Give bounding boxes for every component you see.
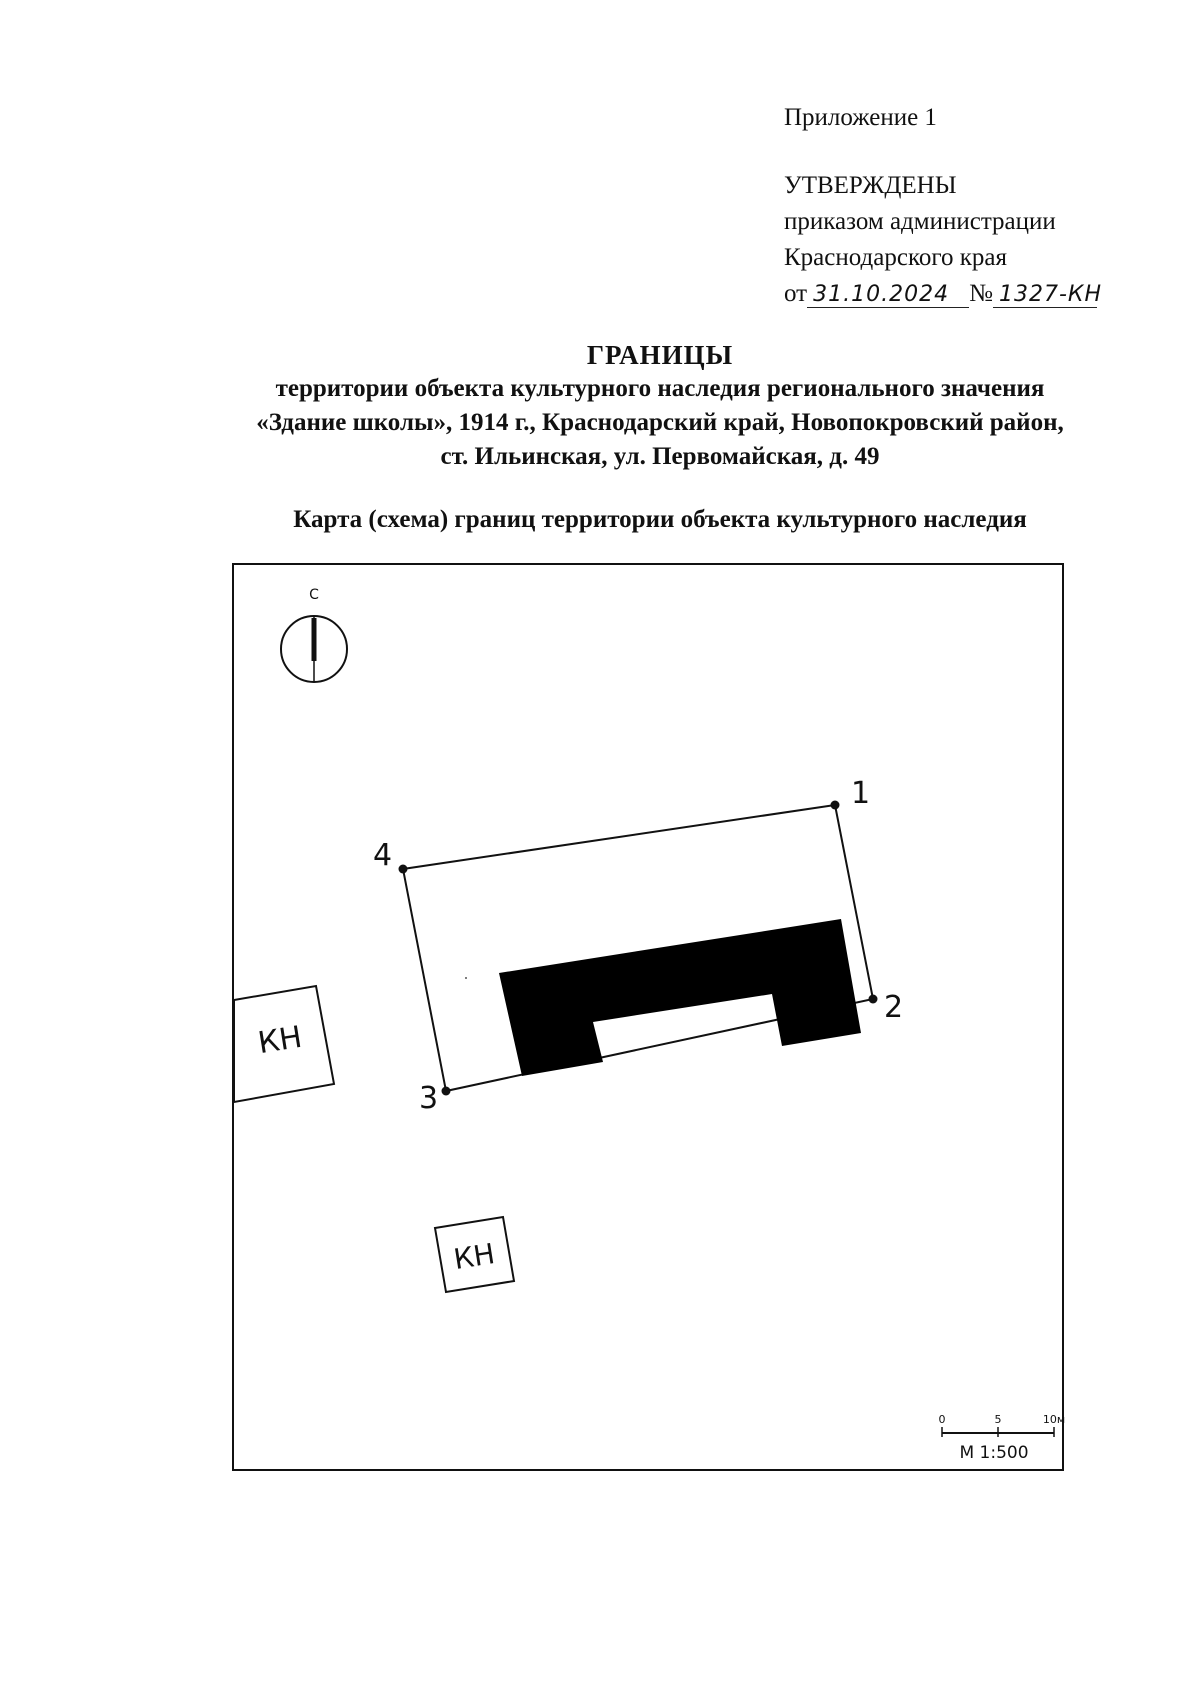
neighbor-label-2: КН (451, 1236, 498, 1276)
approval-block (784, 100, 1184, 312)
region-label: Краснодарского края (784, 244, 1007, 271)
heading-line-1: территории объекта культурного наследия регионального значения (275, 375, 1045, 402)
scale-label: М 1:500 (959, 1443, 1029, 1463)
neighbor-object-1 (234, 986, 334, 1102)
boundary-point-1 (831, 801, 840, 810)
approved-label: УТВЕРЖДЕНЫ (784, 172, 957, 199)
north-label: С (309, 587, 319, 603)
neighbor-object-2 (435, 1217, 514, 1292)
point-label-2: 2 (884, 990, 904, 1025)
boundary-map (232, 563, 1064, 1471)
number-prefix: № (969, 280, 993, 307)
scale-bar (939, 1413, 1066, 1463)
boundary-point-4 (399, 865, 408, 874)
order-date-number (784, 276, 1184, 312)
appendix-label: Приложение 1 (784, 104, 937, 131)
point-label-1: 1 (851, 776, 871, 811)
boundary-point-3 (442, 1087, 451, 1096)
north-arrow-icon (281, 587, 347, 682)
neighbor-label-1: КН (255, 1019, 305, 1062)
document-heading (0, 338, 1200, 474)
map-drawing (234, 565, 1066, 1473)
point-label-4: 4 (373, 838, 393, 873)
order-date: 31.10.2024 (807, 283, 969, 308)
scale-tick-10: 10м (1042, 1413, 1066, 1426)
order-number: 1327-КН (993, 283, 1097, 308)
date-prefix: от (784, 280, 808, 307)
heading-line-2: «Здание школы», 1914 г., Краснодарский край, Новопокровский район, (256, 409, 1064, 436)
school-building (499, 919, 861, 1076)
point-label-3: 3 (419, 1081, 439, 1116)
order-label: приказом администрации (784, 208, 1056, 235)
boundary-point-2 (869, 995, 878, 1004)
map-subtitle: Карта (схема) границ территории объекта культурного наследия (293, 506, 1027, 533)
scale-tick-0: 0 (938, 1413, 946, 1426)
scale-tick-5: 5 (994, 1413, 1002, 1426)
heading-line-3: ст. Ильинская, ул. Первомайская, д. 49 (440, 443, 880, 470)
heading-title: ГРАНИЦЫ (586, 340, 734, 370)
